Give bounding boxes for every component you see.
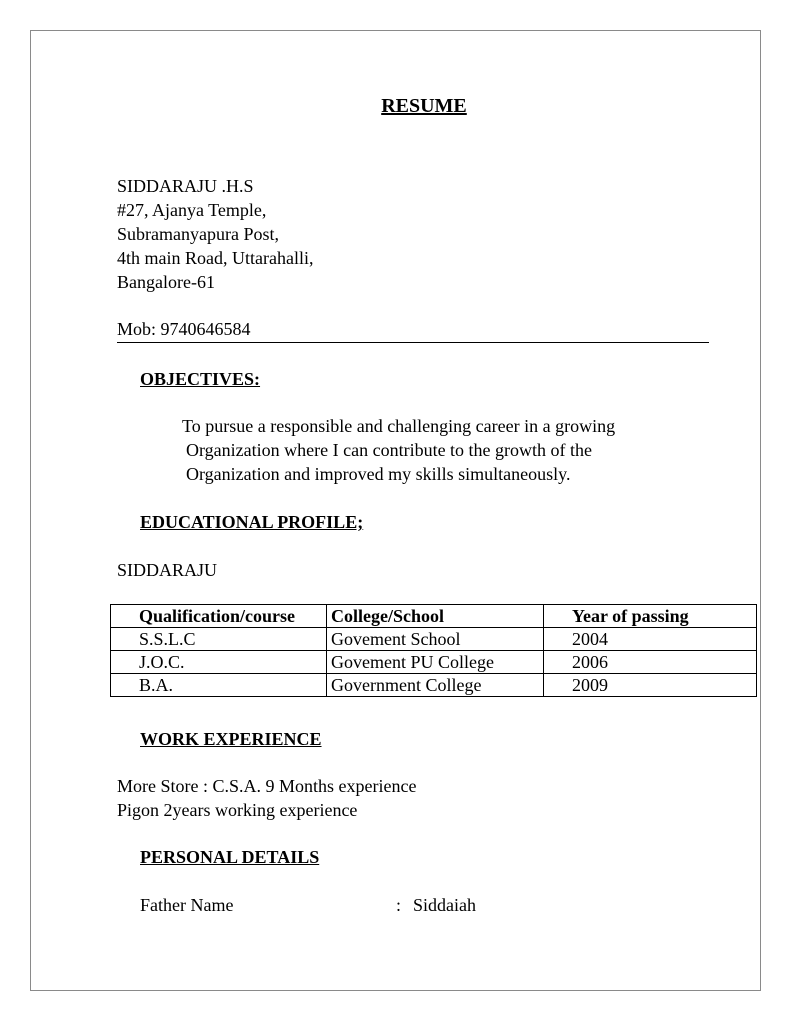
objective-line-3: Organization and improved my skills simultaneously. <box>186 464 571 484</box>
education-name: SIDDARAJU <box>117 560 218 580</box>
qualification-cell: S.S.L.C <box>111 628 327 651</box>
mobile-number: Mob: 9740646584 <box>117 319 251 339</box>
work-line-1: More Store : C.S.A. 9 Months experience <box>117 776 417 796</box>
address-line-1: #27, Ajanya Temple, <box>117 200 267 220</box>
resume-title: RESUME <box>381 95 467 117</box>
address-block <box>117 174 313 294</box>
table-row <box>111 674 757 697</box>
father-name-separator: : <box>396 895 402 915</box>
work-experience-heading: WORK EXPERIENCE <box>140 729 322 749</box>
table-header-row <box>111 605 757 628</box>
college-cell: Govement PU College <box>327 651 544 674</box>
qualification-cell: J.O.C. <box>111 651 327 674</box>
education-heading: EDUCATIONAL PROFILE; <box>140 512 364 532</box>
address-line-3: 4th main Road, Uttarahalli, <box>117 248 314 268</box>
college-cell: Govement School <box>327 628 544 651</box>
year-cell: 2009 <box>544 674 757 697</box>
column-header-year: Year of passing <box>544 605 757 628</box>
objective-text <box>182 414 615 486</box>
education-table <box>110 604 757 697</box>
objectives-heading: OBJECTIVES: <box>140 369 261 389</box>
year-cell: 2004 <box>544 628 757 651</box>
objective-line-1: To pursue a responsible and challenging career in a growing <box>182 416 616 436</box>
year-cell: 2006 <box>544 651 757 674</box>
father-name-value: Siddaiah <box>413 895 476 915</box>
objective-line-2: Organization where I can contribute to the growth of the <box>186 440 593 460</box>
address-line-4: Bangalore-61 <box>117 272 215 292</box>
column-header-qualification: Qualification/course <box>111 605 327 628</box>
work-experience-text <box>117 774 416 822</box>
address-line-2: Subramanyapura Post, <box>117 224 279 244</box>
table-row <box>111 651 757 674</box>
qualification-cell: B.A. <box>111 674 327 697</box>
candidate-name: SIDDARAJU .H.S <box>117 176 254 196</box>
father-name-label: Father Name <box>140 895 234 915</box>
college-cell: Government College <box>327 674 544 697</box>
work-line-2: Pigon 2years working experience <box>117 800 358 820</box>
personal-details-heading: PERSONAL DETAILS <box>140 847 320 867</box>
header-divider <box>117 342 709 343</box>
table-row <box>111 628 757 651</box>
column-header-college: College/School <box>327 605 544 628</box>
